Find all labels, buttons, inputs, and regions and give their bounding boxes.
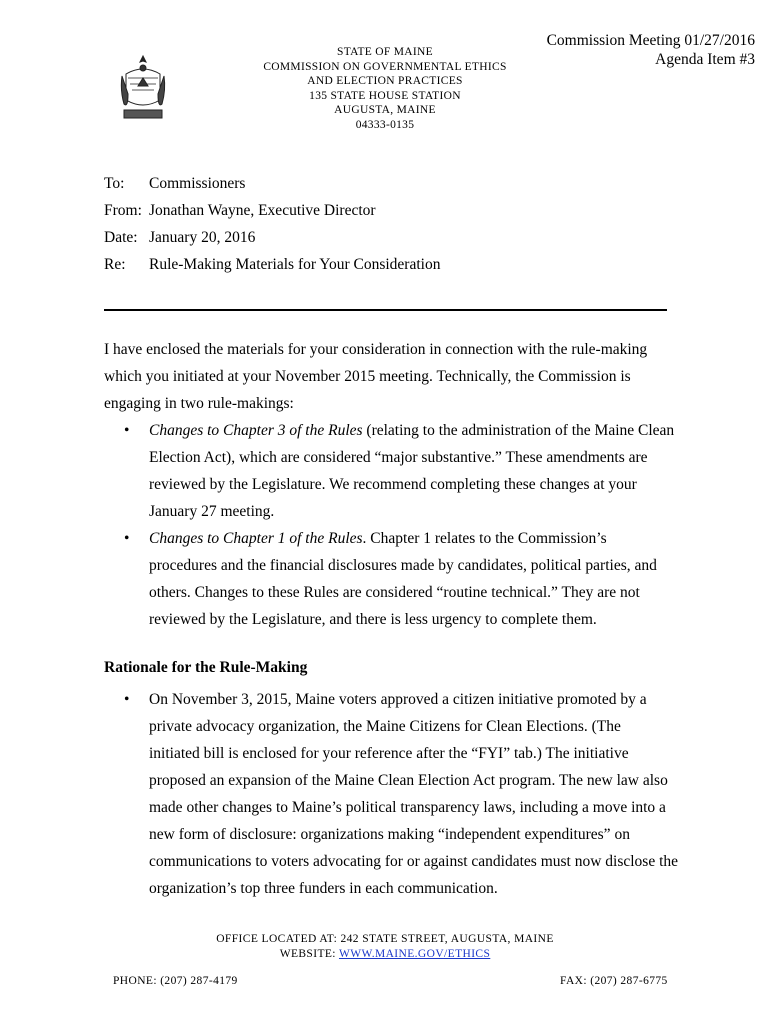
- rationale-line: private advocacy organization, the Maine Citizens for Clean Elections. (The: [149, 718, 621, 735]
- memo-to-label: To:: [104, 175, 125, 192]
- office-location: OFFICE LOCATED AT: 242 STATE STREET, AUGUSTA, MAINE: [216, 933, 554, 945]
- memo-date: [104, 229, 255, 247]
- website-label: WEBSITE:: [279, 948, 339, 960]
- agency-line: COMMISSION ON GOVERNMENTAL ETHICS: [263, 60, 507, 73]
- intro-paragraph: [104, 336, 674, 417]
- memo-from-label: From:: [104, 202, 142, 219]
- intro-line: which you initiated at your November 2015 meeting. Technically, the Commission is: [104, 368, 631, 385]
- chapter-3-title: Changes to Chapter 3 of the Rules: [149, 422, 363, 439]
- bullet-chapter-1: [104, 525, 674, 633]
- bullet-icon: •: [124, 691, 130, 708]
- meeting-info: [547, 31, 755, 69]
- rationale-heading: Rationale for the Rule-Making: [104, 659, 308, 676]
- agency-line: STATE OF MAINE: [337, 46, 433, 58]
- memo-date-label: Date:: [104, 229, 138, 246]
- intro-line: I have enclosed the materials for your consideration in connection with the rule-making: [104, 341, 648, 358]
- intro-line: engaging in two rule-makings:: [104, 395, 294, 412]
- meeting-date: Commission Meeting 01/27/2016: [546, 32, 755, 49]
- rationale-line: organization’s top three funders in each communication.: [149, 880, 498, 897]
- memo-re-value: Rule-Making Materials for Your Consideration: [149, 256, 441, 273]
- rationale-line: proposed an expansion of the Maine Clean Election Act program. The new law also: [149, 772, 668, 789]
- state-seal-logo: [118, 54, 168, 122]
- agency-line: 04333-0135: [355, 118, 415, 131]
- rationale-line: new form of disclosure: organizations making “independent expenditures” on: [149, 826, 630, 843]
- website-link[interactable]: WWW.MAINE.GOV/ETHICS: [338, 948, 491, 960]
- bullet-text: January 27 meeting.: [149, 503, 275, 520]
- bullet-text: reviewed by the Legislature, and there is less urgency to complete them.: [149, 611, 597, 628]
- memo-from-value: Jonathan Wayne, Executive Director: [149, 202, 376, 219]
- footer-phone: PHONE: (207) 287-4179: [113, 975, 238, 987]
- bullet-text: procedures and the financial disclosures made by candidates, political parties, and: [149, 557, 657, 574]
- rationale-line: On November 3, 2015, Maine voters approved a citizen initiative promoted by a: [149, 691, 647, 708]
- chapter-1-title: Changes to Chapter 1 of the Rules: [149, 530, 363, 547]
- memo-to-value: Commissioners: [149, 175, 246, 192]
- rationale-line: initiated bill is enclosed for your reference after the “FYI” tab.) The initiative: [149, 745, 629, 762]
- memo-date-value: January 20, 2016: [149, 229, 256, 246]
- bullet-text: reviewed by the Legislature. We recommend completing these changes at your: [149, 476, 637, 493]
- agenda-item: Agenda Item #3: [655, 51, 755, 68]
- bullet-text: (relating to the administration of the Maine Clean: [362, 422, 675, 439]
- header-divider: [104, 309, 667, 311]
- memo-re-label: Re:: [104, 256, 126, 273]
- memo-re: [104, 256, 440, 274]
- rationale-line: made other changes to Maine’s political transparency laws, including a move into a: [149, 799, 666, 816]
- agency-line: AUGUSTA, MAINE: [334, 104, 436, 116]
- bullet-icon: •: [124, 422, 130, 439]
- rationale-line: communications to voters advocating for or against candidates must now disclose the: [149, 853, 679, 870]
- bullet-text: . Chapter 1 relates to the Commission’s: [362, 530, 607, 547]
- footer-address: [0, 932, 770, 962]
- agency-line: 135 STATE HOUSE STATION: [309, 89, 461, 102]
- memo-to: [104, 175, 245, 193]
- memo-from: [104, 202, 376, 220]
- bullet-chapter-3: [104, 417, 674, 525]
- bullet-rationale: [104, 686, 679, 902]
- agency-line: AND ELECTION PRACTICES: [307, 75, 463, 87]
- bullet-icon: •: [124, 530, 130, 547]
- bullet-text: Election Act), which are considered “major substantive.” These amendments are: [149, 449, 648, 466]
- agency-address-block: [230, 45, 540, 132]
- bullet-text: others. Changes to these Rules are considered “routine technical.” They are not: [149, 584, 640, 601]
- footer-fax: FAX: (207) 287-6775: [560, 975, 668, 987]
